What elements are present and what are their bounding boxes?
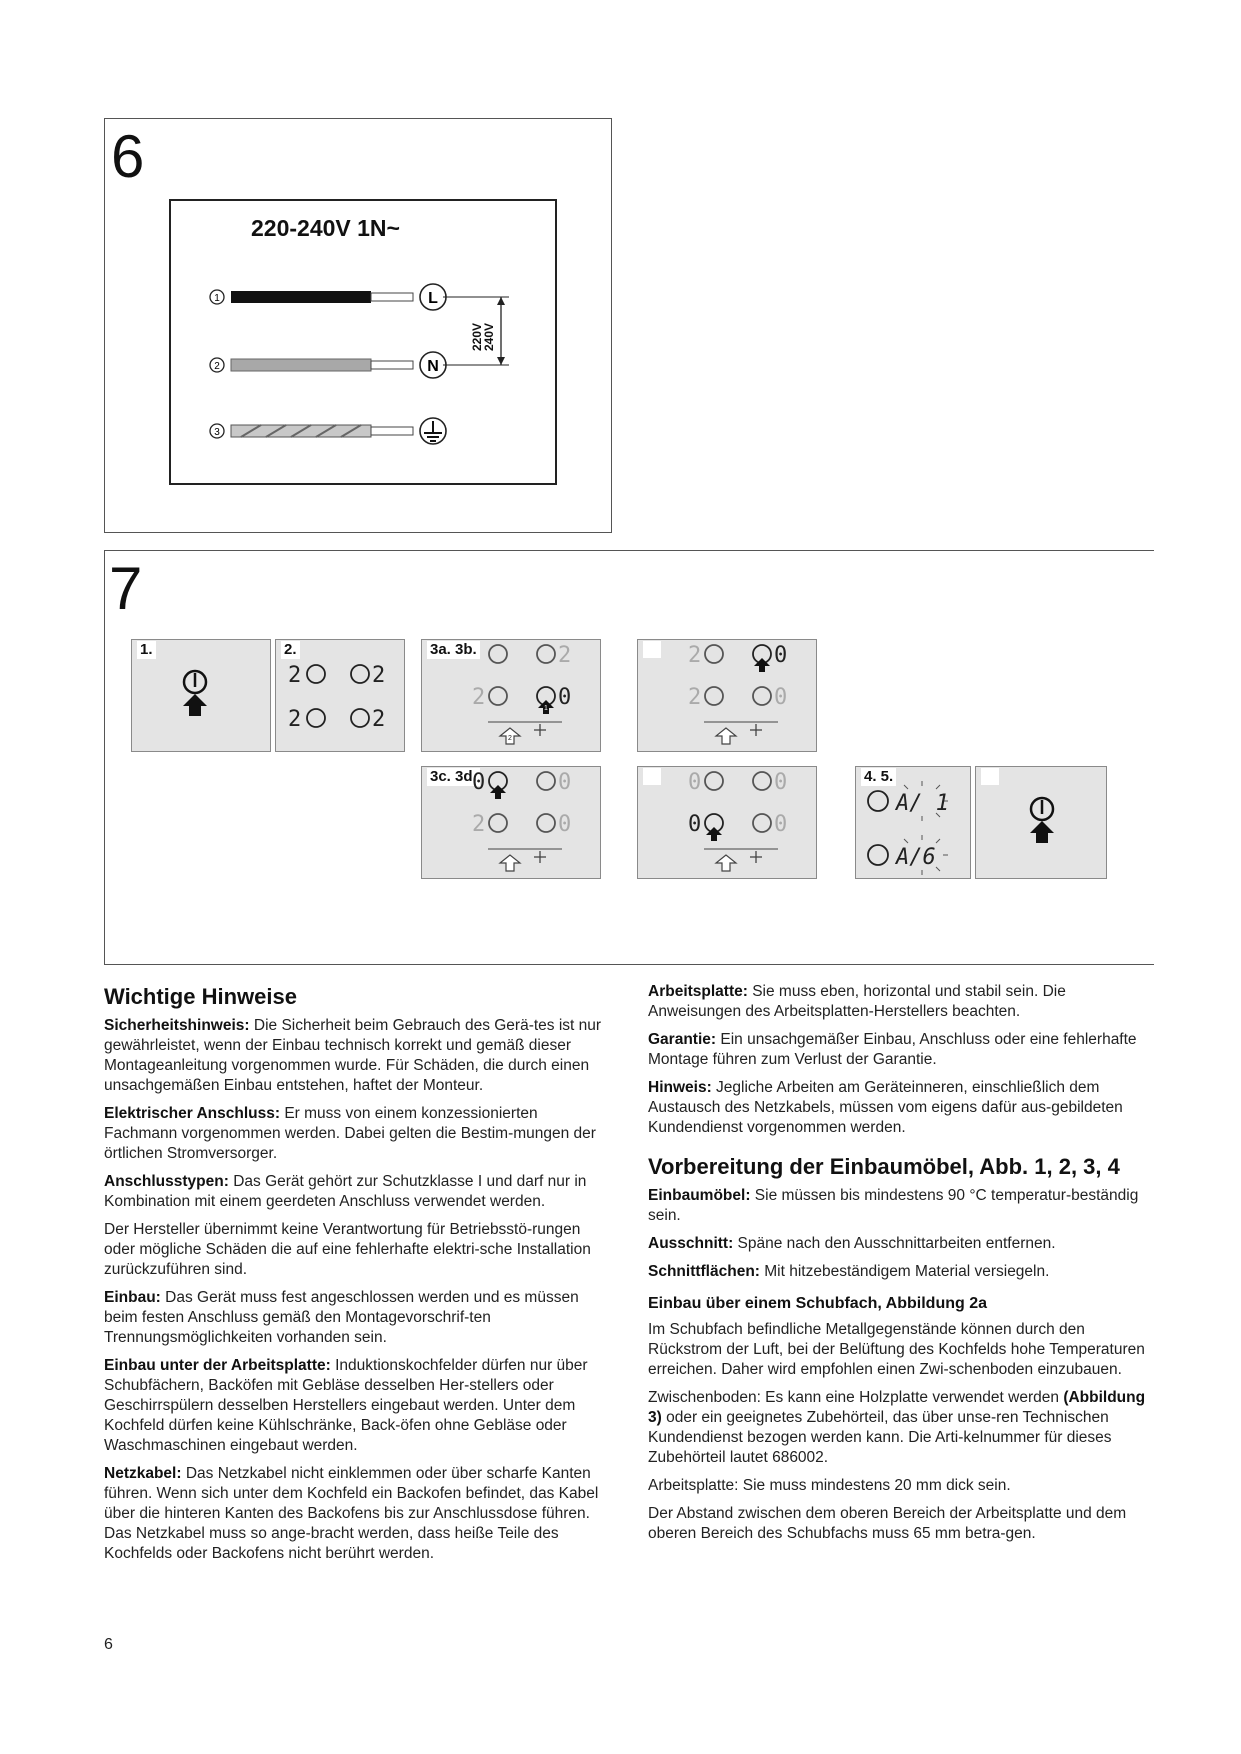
- wire-index: 2: [214, 361, 220, 372]
- section-heading-vorbereitung: Vorbereitung der Einbaumöbel, Abb. 1, 2, 3, 4: [648, 1154, 1120, 1179]
- panel-label: 1.: [137, 641, 156, 659]
- paragraph-text: Mit hitzebeständigem Material versiegeln.: [759, 1263, 1050, 1280]
- panel-step-3c-3d: [421, 766, 601, 879]
- wire-illustration: [171, 201, 555, 483]
- paragraph-text: Der Hersteller übernimmt keine Verantwortung für Betriebsstö-rungen oder mögliche Schäden die auf eine fehlerhafte elektri-sche Installation zurückzuführen sind.: [104, 1221, 591, 1278]
- paragraph-text: oder ein geeignetes Zubehörteil, das über unse-ren Technischen Kundendienst bezogen werden kann. Die Arti-kelnummer für dieses Zubehörteil lautet 686002.: [648, 1409, 1112, 1466]
- paragraph-schnittflaechen: [648, 1262, 1153, 1282]
- panel-step-2: [275, 639, 405, 752]
- paragraph-label: Einbau:: [104, 1289, 161, 1306]
- voltage-span-label: [471, 291, 495, 351]
- panel-label: 3a. 3b.: [427, 641, 480, 659]
- paragraph-text: Die Sicherheit beim Gebrauch des Gerä-tes ist nur gewährleistet, wenn der Einbau technisch korrekt und gemäß dieser Montageanleitung vorgenommen wurde. Für Schäden, die durch einen unsachgemäßen Einbau entstehen, haftet der Monteur.: [104, 1017, 602, 1094]
- paragraph-hinweis: [648, 1078, 1153, 1138]
- paragraph-label: Schnittflächen:: [648, 1263, 760, 1280]
- paragraph-einbau-unter-arbeitsplatte: [104, 1356, 609, 1456]
- paragraph-text: Sie müssen bis mindestens 90 °C temperatur-beständig sein.: [648, 1187, 1139, 1224]
- cooktop-display: [422, 640, 601, 752]
- paragraph-text: Das Netzkabel nicht einklemmen oder über scharfe Kanten führen. Wenn sich unter dem Kochfeld ein Backofen befindet, das Kabel über die hinteren Kanten des Backofens bis zur Anschlussdose führen. Das Netzkabel muss so ange-bracht werden, dass heiße Teile des Kochfelds oder Backofens nicht berührt werden.: [104, 1465, 599, 1562]
- cooktop-display: [638, 767, 817, 879]
- cooktop-display: [856, 767, 971, 879]
- paragraph-ausschnitt: [648, 1234, 1153, 1254]
- panel-step-1: [131, 639, 271, 752]
- paragraph-garantie: [648, 1030, 1153, 1070]
- paragraph-label: Arbeitsplatte:: [648, 983, 748, 1000]
- cooktop-display: [638, 640, 817, 752]
- panel-step-3d-continued: [637, 766, 817, 879]
- svg-text:2: 2: [472, 685, 486, 710]
- svg-text:2: 2: [688, 685, 702, 710]
- svg-text:2: 2: [372, 707, 386, 732]
- panel-label: 2.: [281, 641, 300, 659]
- svg-text:2: 2: [688, 643, 702, 668]
- wire-l: [210, 284, 446, 310]
- wire-earth: [210, 418, 446, 444]
- wire-index: 3: [214, 427, 220, 438]
- paragraph-text: Das Gerät gehört zur Schutzklasse I und darf nur in Kombination mit einem geerdeten Anschluss verwendet werden.: [104, 1173, 587, 1210]
- paragraph-netzkabel: [104, 1464, 609, 1564]
- svg-text:0: 0: [688, 812, 702, 837]
- cooktop-display: [422, 767, 601, 879]
- arrow-index: 2: [508, 735, 512, 742]
- svg-text:0: 0: [774, 643, 788, 668]
- svg-text:0: 0: [558, 685, 572, 710]
- error-code-a1: A/ 1: [896, 791, 949, 816]
- arrow-index: 1: [544, 705, 548, 712]
- figure-number: 6: [111, 123, 145, 190]
- panel-step-final: [975, 766, 1107, 879]
- paragraph-sicherheitshinweis: [104, 1016, 609, 1096]
- paragraph-zwischenboden: [648, 1388, 1153, 1468]
- paragraph-text: Sie muss eben, horizontal und stabil sein. Die Anweisungen des Arbeitsplatten-Herstellers beachten.: [648, 983, 1066, 1020]
- svg-text:0: 0: [558, 812, 572, 837]
- paragraph-abstand: Der Abstand zwischen dem oberen Bereich der Arbeitsplatte und dem oberen Bereich des Schubfachs muss 65 mm betra-gen.: [648, 1505, 1127, 1542]
- paragraph-text: Das Gerät muss fest angeschlossen werden und es müssen beim festen Anschluss gemäß den Montagevorschrif-ten Trennungsmöglichkeiten vorhanden sein.: [104, 1289, 579, 1346]
- paragraph-arbeitsplatte: [648, 982, 1153, 1022]
- paragraph-text: Späne nach den Ausschnittarbeiten entfernen.: [733, 1235, 1056, 1252]
- voltage-title: 220-240V 1N~: [251, 215, 400, 241]
- panel-step-4-5: [855, 766, 971, 879]
- paragraph-label: Einbaumöbel:: [648, 1187, 751, 1204]
- subheading-schubfach: Einbau über einem Schubfach, Abbildung 2a: [648, 1295, 987, 1312]
- figure-7: [104, 550, 1154, 965]
- paragraph-hersteller: [104, 1220, 609, 1280]
- paragraph-text: Er muss von einem konzessionierten Fachmann vorgenommen werden. Dabei gelten die Bestim-mungen der örtlichen Stromversorger.: [104, 1105, 596, 1162]
- paragraph-label: Hinweis:: [648, 1079, 712, 1096]
- svg-text:0: 0: [558, 770, 572, 795]
- figure-number: 7: [109, 555, 143, 622]
- wire-n: [210, 352, 446, 378]
- paragraph-schubfach: Im Schubfach befindliche Metallgegenstände können durch den Rückstrom der Luft, bei der Belüftung des Kochfelds hohe Temperaturen erreichen. Daher wird empfohlen einen Zwi-schenboden einzubauen.: [648, 1321, 1145, 1378]
- page-number: 6: [104, 1636, 113, 1653]
- svg-text:2: 2: [288, 707, 302, 732]
- svg-text:0: 0: [774, 685, 788, 710]
- paragraph-text: Induktionskochfelder dürfen nur über Schubfächern, Backöfen mit Gebläse desselben Her-stellers oder Geschirrspülern desselben Herstellers eingebaut werden. Unter dem Kochfeld dürfen keine Kühlschränke, Back-öfen ohne Gebläse oder Waschmaschinen eingebaut werden.: [104, 1357, 588, 1454]
- paragraph-text: Ein unsachgemäßer Einbau, Anschluss oder eine fehlerhafte Montage führen zum Verlust der Garantie.: [648, 1031, 1137, 1068]
- paragraph-text: Jegliche Arbeiten am Geräteinneren, einschließlich dem Austausch des Netzkabels, müssen vom eigens dafür aus-gebildeten Kundendienst vorgenommen werden.: [648, 1079, 1123, 1136]
- paragraph-einbaumoebel: [648, 1186, 1153, 1226]
- paragraph-elektrischer-anschluss: [104, 1104, 609, 1164]
- paragraph-label: Elektrischer Anschluss:: [104, 1105, 281, 1122]
- paragraph-label: Ausschnitt:: [648, 1235, 734, 1252]
- panel-step-3b-continued: [637, 639, 817, 752]
- span-label-220: 220V: [470, 322, 484, 351]
- paragraph-anschlusstypen: [104, 1172, 609, 1212]
- paragraph-label: Sicherheitshinweis:: [104, 1017, 250, 1034]
- svg-text:0: 0: [774, 812, 788, 837]
- paragraph-einbau: [104, 1288, 609, 1348]
- terminal-label: N: [427, 358, 439, 375]
- svg-text:2: 2: [372, 663, 386, 688]
- paragraph-label: Einbau unter der Arbeitsplatte:: [104, 1357, 331, 1374]
- panel-label: 4. 5.: [861, 768, 896, 786]
- figure-reference: (Abbildung 3): [648, 1389, 1146, 1426]
- left-column: [104, 984, 609, 1572]
- paragraph-label: Netzkabel:: [104, 1465, 182, 1482]
- svg-text:0: 0: [472, 770, 486, 795]
- wiring-diagram: [169, 199, 557, 485]
- panel-label: 3c. 3d.: [427, 768, 480, 786]
- span-label-240: 240V: [482, 322, 496, 351]
- svg-text:2: 2: [288, 663, 302, 688]
- wire-index: 1: [214, 293, 220, 304]
- panel-step-3a-3b: [421, 639, 601, 752]
- svg-text:2: 2: [472, 812, 486, 837]
- svg-text:2: 2: [558, 643, 572, 668]
- error-code-a6: A/6: [896, 845, 936, 870]
- power-icon: [976, 767, 1107, 879]
- terminal-label: L: [428, 290, 438, 307]
- cooktop-display: [276, 640, 405, 752]
- svg-text:0: 0: [688, 770, 702, 795]
- figure-6: [104, 118, 612, 533]
- paragraph-text: Zwischenboden: Es kann eine Holzplatte verwendet werden: [648, 1389, 1064, 1406]
- paragraph-arbeitsplatte-dicke: Arbeitsplatte: Sie muss mindestens 20 mm dick sein.: [648, 1477, 1011, 1494]
- svg-text:0: 0: [774, 770, 788, 795]
- paragraph-label: Anschlusstypen:: [104, 1173, 229, 1190]
- power-icon: [132, 640, 271, 752]
- paragraph-label: Garantie:: [648, 1031, 717, 1048]
- right-column: [648, 982, 1153, 1552]
- section-heading-wichtige-hinweise: Wichtige Hinweise: [104, 984, 297, 1009]
